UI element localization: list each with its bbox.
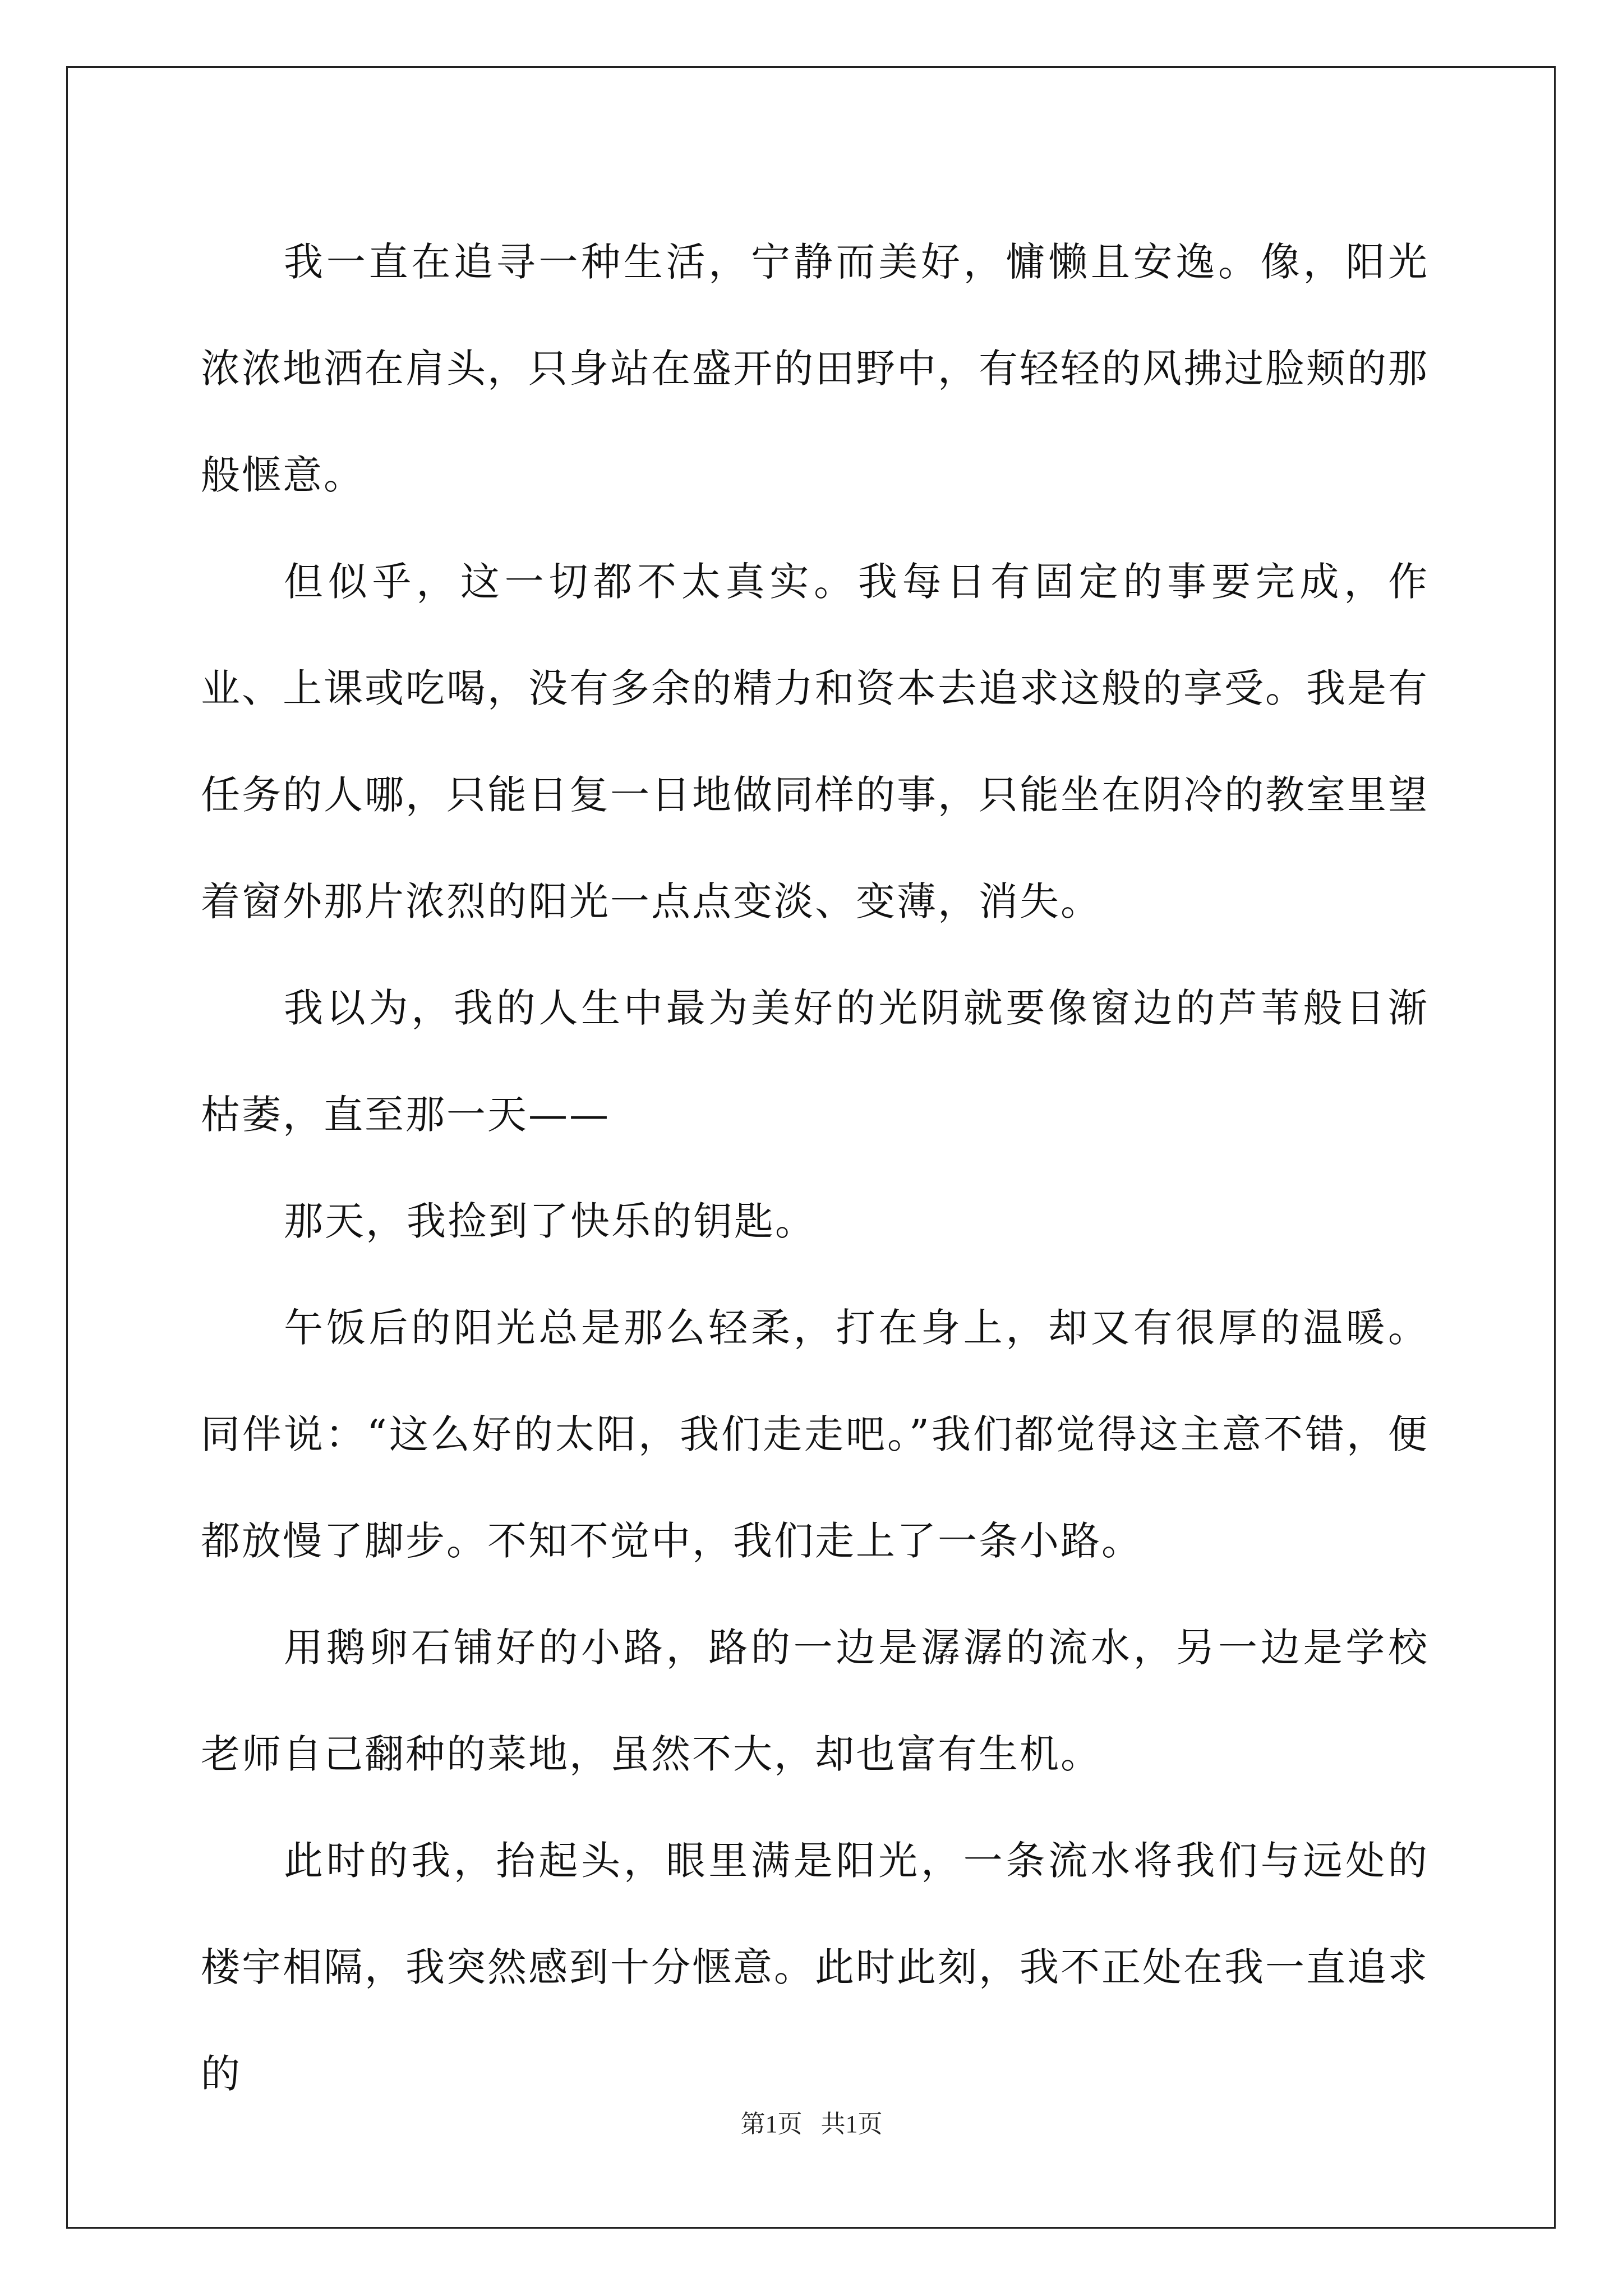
paragraph-2: 但似乎，这一切都不太真实。我每日有固定的事要完成，作业、上课或吃喝，没有多余的精力和资本去追求这般的享受。我是有任务的人哪，只能日复一日地做同样的事，只能坐在阴冷的教室里望着窗外那片浓烈的阳光一点点变淡、变薄，消失。 [201, 559, 1429, 924]
paragraph-4: 那天，我捡到了快乐的钥匙。 [284, 1198, 816, 1244]
paragraph-3: 我以为，我的人生中最为美好的光阴就要像窗边的芦苇般日渐枯萎，直至那一天—— [201, 985, 1429, 1138]
paragraph-1: 我一直在追寻一种生活，宁静而美好，慵懒且安逸。像，阳光浓浓地洒在肩头，只身站在盛开的田野中，有轻轻的风拂过脸颊的那般惬意。 [201, 239, 1429, 498]
paragraph-6: 用鹅卵石铺好的小路，路的一边是潺潺的流水，另一边是学校老师自己翻种的菜地，虽然不大，却也富有生机。 [201, 1625, 1429, 1777]
document-body [201, 209, 1429, 2127]
paragraph-7: 此时的我，抬起头，眼里满是阳光，一条流水将我们与远处的楼宇相隔，我突然感到十分惬意。此时此刻，我不正处在我一直追求的 [201, 1838, 1429, 2097]
paragraph-5: 午饭后的阳光总是那么轻柔，打在身上，却又有很厚的温暖。同伴说：“这么好的太阳，我们走走吧。”我们都觉得这主意不错，便都放慢了脚步。不知不觉中，我们走上了一条小路。 [201, 1305, 1429, 1564]
page-footer: 第1页 共1页 [740, 2110, 883, 2138]
